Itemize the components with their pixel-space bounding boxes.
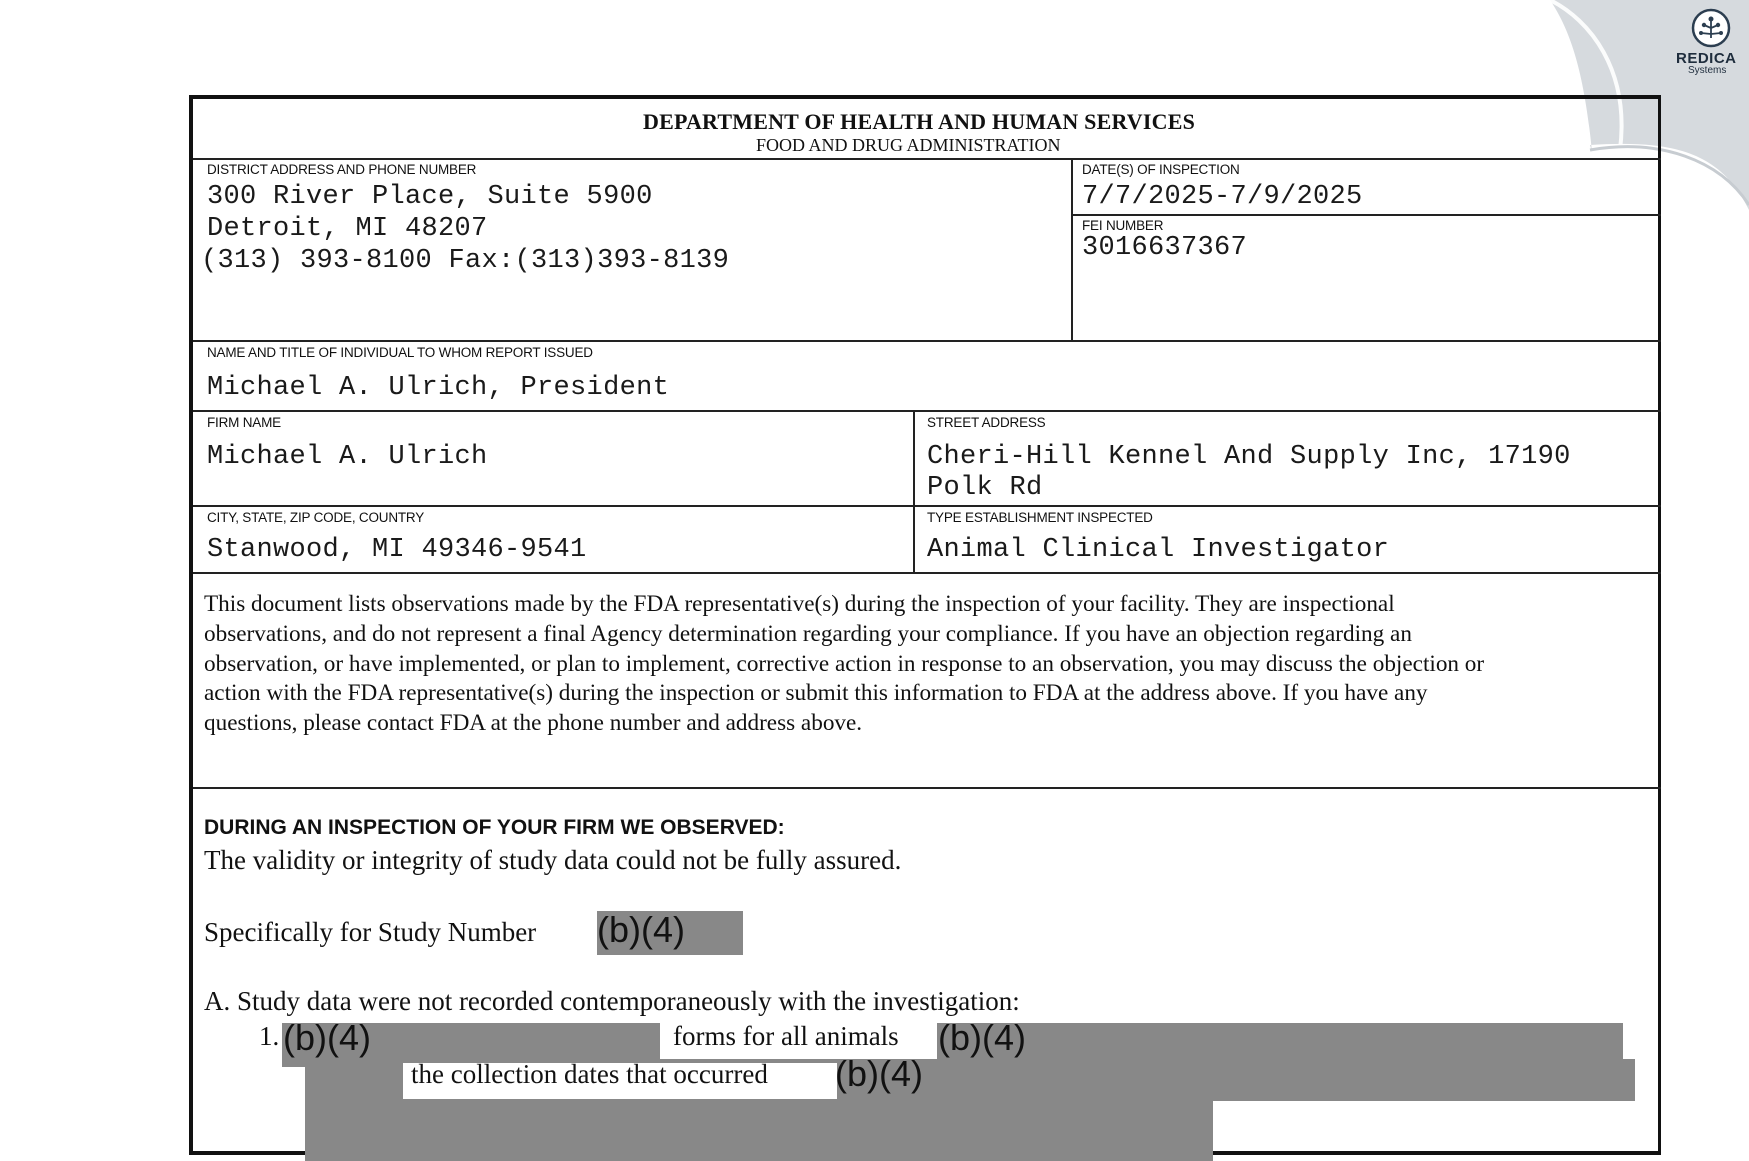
street-line2: Polk Rd <box>927 473 1043 503</box>
divider-individual <box>193 340 1661 342</box>
disclaimer-line-2: observations, and do not represent a final Agency determination regarding your compliance. If you have an objection regarding an <box>204 621 1412 647</box>
observation-statement: The validity or integrity of study data could not be fully assured. <box>204 845 902 875</box>
street-line1: Cheri-Hill Kennel And Supply Inc, 17190 <box>927 442 1571 472</box>
district-line2: Detroit, MI 48207 <box>207 214 488 244</box>
divider-dates-fei <box>1071 214 1661 216</box>
redaction-label: (b)(4) <box>597 909 685 950</box>
item-1-text: forms for all animals <box>673 1021 899 1051</box>
dates-label: DATE(S) OF INSPECTION <box>1082 162 1240 177</box>
fda-483-form <box>189 95 1661 1155</box>
divider-firm-street <box>913 410 915 573</box>
individual-value: Michael A. Ulrich, President <box>207 373 670 403</box>
redaction-item1-b <box>937 1023 1623 1059</box>
district-line3: (313) 393-8100 Fax:(313)393-8139 <box>201 246 730 276</box>
individual-label: NAME AND TITLE OF INDIVIDUAL TO WHOM REPORT ISSUED <box>207 345 593 360</box>
establishment-label: TYPE ESTABLISHMENT INSPECTED <box>927 510 1153 525</box>
disclaimer-line-4: action with the FDA representative(s) during the inspection or submit this information to FDA at the address above. If you have any <box>204 680 1428 706</box>
study-number-prefix: Specifically for Study Number <box>204 917 537 947</box>
district-label: DISTRICT ADDRESS AND PHONE NUMBER <box>207 162 477 177</box>
disclaimer-line-1: This document lists observations made by the FDA representative(s) during the inspection of your facility. They are inspectional <box>204 591 1395 617</box>
agency-title: FOOD AND DRUG ADMINISTRATION <box>756 135 1061 155</box>
item-1-number: 1. <box>259 1021 280 1051</box>
district-line1: 300 River Place, Suite 5900 <box>207 182 653 212</box>
logo-sub: Systems <box>1688 65 1727 76</box>
divider-disclaimer <box>193 572 1661 574</box>
fei-label: FEI NUMBER <box>1082 218 1164 233</box>
divider-firm <box>193 410 1661 412</box>
redaction-label: (b)(4) <box>835 1053 923 1094</box>
logo-name: REDICA <box>1676 50 1737 67</box>
divider-observations <box>193 787 1661 789</box>
dates-value: 7/7/2025-7/9/2025 <box>1082 182 1363 212</box>
redaction-item1-d <box>305 1101 1213 1161</box>
department-title: DEPARTMENT OF HEALTH AND HUMAN SERVICES <box>643 109 1196 134</box>
divider-city <box>193 505 1661 507</box>
city-label: CITY, STATE, ZIP CODE, COUNTRY <box>207 510 425 525</box>
firm-label: FIRM NAME <box>207 415 281 430</box>
item-1-continuation: the collection dates that occurred <box>411 1059 768 1089</box>
redaction-label: (b)(4) <box>938 1017 1026 1058</box>
item-a: A. Study data were not recorded contemporaneously with the investigation: <box>204 986 1020 1016</box>
divider-district-dates <box>1071 158 1073 341</box>
street-label: STREET ADDRESS <box>927 415 1046 430</box>
firm-value: Michael A. Ulrich <box>207 442 488 472</box>
city-value: Stanwood, MI 49346-9541 <box>207 535 587 565</box>
tree-network-icon <box>1691 8 1731 48</box>
observations-heading: DURING AN INSPECTION OF YOUR FIRM WE OBSERVED: <box>204 816 785 839</box>
divider-header <box>193 158 1661 160</box>
fei-value: 3016637367 <box>1082 233 1248 263</box>
redaction-label: (b)(4) <box>283 1017 371 1058</box>
disclaimer-line-5: questions, please contact FDA at the phone number and address above. <box>204 710 863 736</box>
disclaimer-line-3: observation, or have implemented, or plan to implement, corrective action in response to an observation, you may discuss the objection or <box>204 651 1485 677</box>
establishment-value: Animal Clinical Investigator <box>927 535 1390 565</box>
